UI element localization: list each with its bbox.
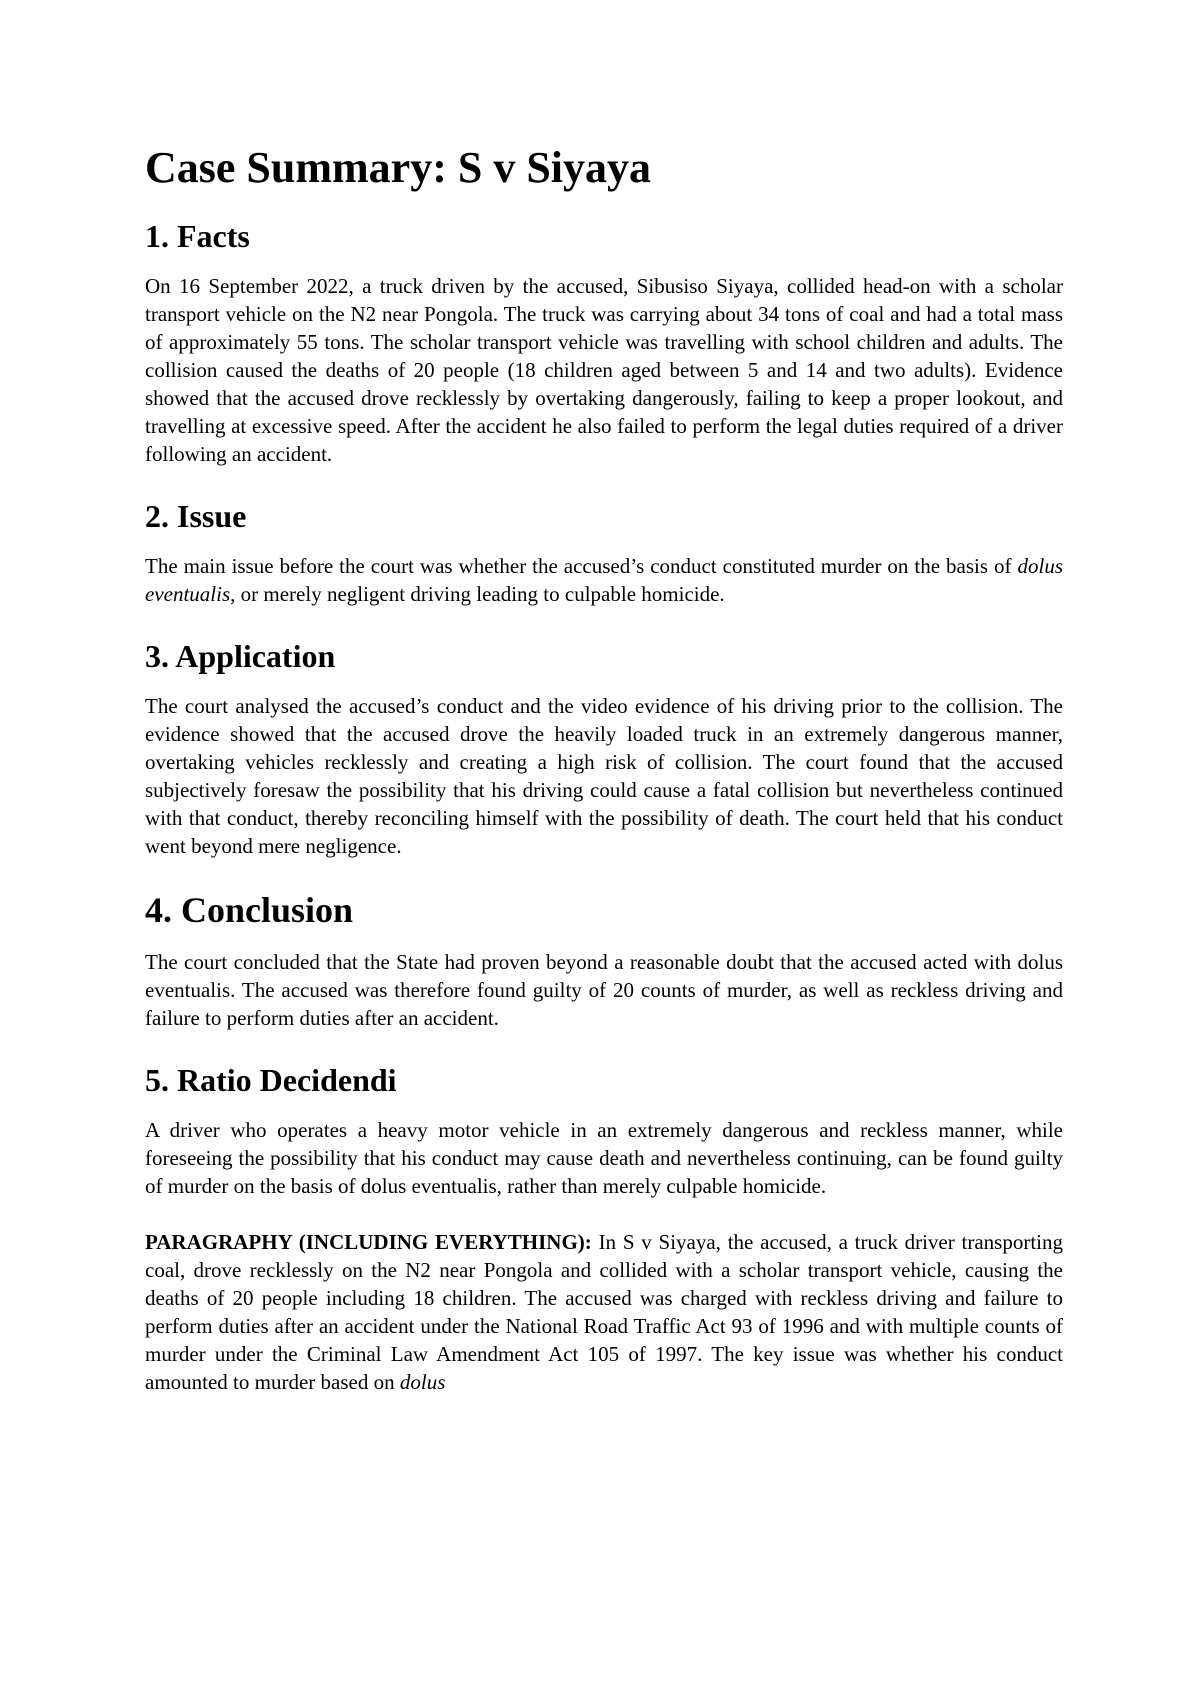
paragraphy-italic: dolus (399, 1370, 446, 1394)
section-heading-conclusion: 4. Conclusion (145, 890, 354, 930)
section-heading-facts: 1. Facts (145, 218, 250, 254)
paragraphy-body: In S v Siyaya, the accused, a truck driver transporting coal, drove recklessly on the N2 near Pongola and collided with a scholar transport vehicle, causing the deaths of 20 people including 18 children. The accused was charged with reckless driving and failure to perform duties after an accident under the National Road Traffic Act 93 of 1996 and with multiple counts of murder under the Criminal Law Amendment Act 105 of 1997. The key issue was whether his conduct amounted to murder based on (145, 1230, 1063, 1394)
section-text-facts: On 16 September 2022, a truck driven by the accused, Sibusiso Siyaya, collided head-on with a scholar transport vehicle on the N2 near Pongola. The truck was carrying about 34 tons of coal and had a total mass of approximately 55 tons. The scholar transport vehicle was travelling with school children and adults. The collision caused the deaths of 20 people (18 children aged between 5 and 14 and two adults). Evidence showed that the accused drove recklessly by overtaking dangerously, failing to keep a proper lookout, and travelling at excessive speed. After the accident he also failed to perform the legal duties required of a driver following an accident. (145, 274, 1063, 466)
section-text-conclusion: The court concluded that the State had proven beyond a reasonable doubt that the accused acted with dolus eventualis. The accused was therefore found guilty of 20 counts of murder, as well as reckless driving and failure to perform duties after an accident. (145, 950, 1063, 1030)
section-heading-issue: 2. Issue (145, 498, 247, 534)
section-application (145, 636, 1063, 860)
document-page (145, 140, 1063, 1396)
section-text-ratio: A driver who operates a heavy motor vehicle in an extremely dangerous and reckless manner, while foreseeing the possibility that his conduct may cause death and nevertheless continuing, can be found guilty of murder on the basis of dolus eventualis, rather than merely culpable homicide. (145, 1118, 1063, 1198)
document-title: Case Summary: S v Siyaya (145, 143, 652, 192)
section-conclusion (145, 888, 1063, 1032)
section-text-application: The court analysed the accused’s conduct and the video evidence of his driving prior to the collision. The evidence showed that the accused drove the heavily loaded truck in an extremely dangerous manner, overtaking vehicles recklessly and creating a high risk of collision. The court found that the accused subjectively foresaw the possibility that his driving could cause a fatal collision but nevertheless continued with that conduct, thereby reconciling himself with the possibility of death. The court held that his conduct went beyond mere negligence. (145, 694, 1063, 858)
section-heading-ratio: 5. Ratio Decidendi (145, 1062, 397, 1098)
section-facts (145, 216, 1063, 468)
paragraphy-lead: PARAGRAPHY (INCLUDING EVERYTHING): (145, 1230, 592, 1254)
issue-text-end: , or merely negligent driving leading to culpable homicide. (230, 582, 725, 606)
section-text-issue (145, 552, 1063, 608)
section-issue (145, 496, 1063, 608)
section-heading-application: 3. Application (145, 638, 336, 674)
issue-text-start: The main issue before the court was whether the accused’s conduct constituted murder on the basis of (145, 554, 1018, 578)
paragraphy-text (145, 1228, 1063, 1396)
section-ratio (145, 1060, 1063, 1200)
issue-text-italic: dolus eventualis (145, 554, 1063, 606)
